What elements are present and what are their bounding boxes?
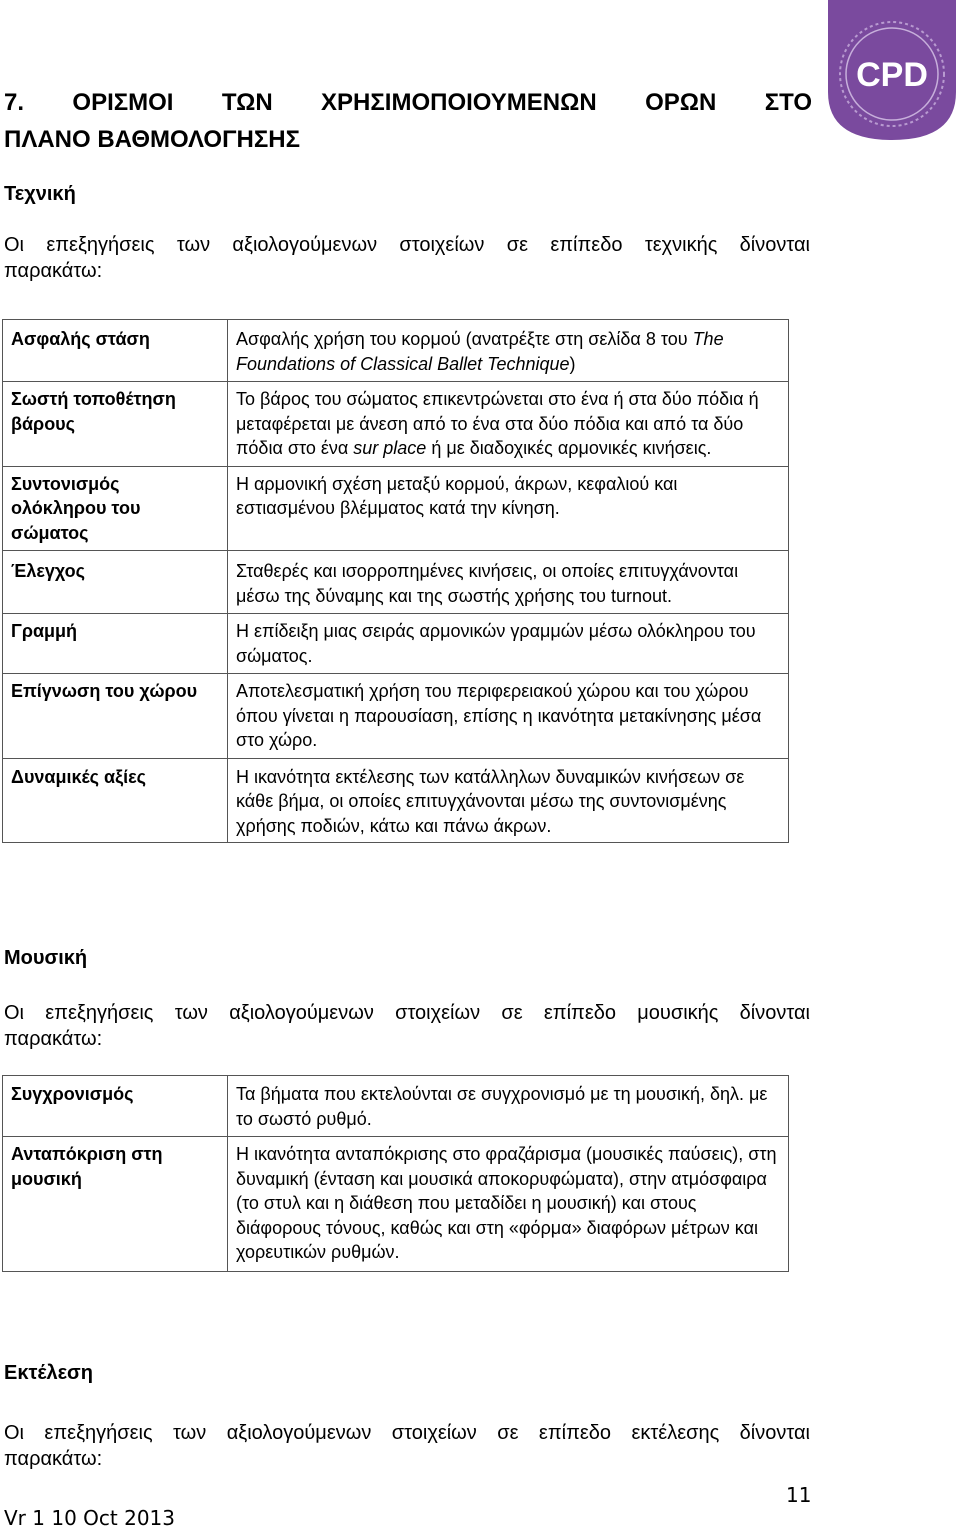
description-text: Το βάρος του σώματος επικεντρώνεται στο ένα ή στα δύο πόδια ή μεταφέρεται με άνεση από το ένα στα δύο πόδια και από τα δύο πόδια στο ένα	[236, 389, 759, 458]
intro-line: Οι επεξηγήσεις των αξιολογούμενων στοιχείων σε επίπεδο μουσικής δίνονται	[4, 1002, 810, 1024]
section-intro-technique	[4, 232, 810, 284]
description-cell	[228, 1137, 789, 1272]
description-cell	[228, 466, 789, 551]
section-intro-music	[4, 1000, 810, 1052]
table-row	[3, 674, 789, 759]
description-text: The Foundations of Classical Ballet Technique	[236, 329, 724, 374]
description-text: Τα βήματα που εκτελούνται σε συγχρονισμό με τη μουσική, δηλ. με το σωστό ρυθμό.	[236, 1084, 768, 1129]
description-text: Σταθερές και ισορροπημένες κινήσεις, οι οποίες επιτυγχάνονται μέσω της δύναμης και της σωστής χρήσης του turnout.	[236, 561, 739, 606]
term-cell: Συγχρονισμός	[3, 1076, 228, 1137]
description-cell	[228, 614, 789, 674]
table-row	[3, 758, 789, 843]
description-text: ή με διαδοχικές αρμονικές κινήσεις.	[426, 438, 712, 458]
term-cell: Έλεγχος	[3, 551, 228, 614]
table-row	[3, 551, 789, 614]
intro-line: Οι επεξηγήσεις των αξιολογούμενων στοιχείων σε επίπεδο τεχνικής δίνονται	[4, 234, 810, 256]
description-cell	[228, 674, 789, 759]
description-text: Αποτελεσματική χρήση του περιφερειακού χώρου και του χώρου όπου γίνεται η παρουσίαση, επίσης η ικανότητα μετακίνησης μέσα στο χώρο.	[236, 681, 762, 750]
description-cell	[228, 758, 789, 843]
term-cell: Συντονισμός ολόκληρου του σώματος	[3, 466, 228, 551]
page-number: 11	[786, 1483, 812, 1507]
table-row	[3, 1137, 789, 1272]
description-text: Η ικανότητα εκτέλεσης των κατάλληλων δυναμικών κινήσεων σε κάθε βήμα, οι οποίες επιτυγχάνονται μέσω της συντονισμένης χρήσης ποδιών, κάτω και πάνω άκρων.	[236, 766, 745, 836]
description-text: Ασφαλής χρήση του κορμού (ανατρέξτε στη σελίδα 8 του	[236, 329, 693, 349]
description-text: )	[569, 353, 576, 374]
section-intro-performance	[4, 1420, 810, 1472]
intro-line: Οι επεξηγήσεις των αξιολογούμενων στοιχείων σε επίπεδο εκτέλεσης δίνονται	[4, 1422, 810, 1444]
description-text: Η επίδειξη μιας σειράς αρμονικών γραμμών μέσω ολόκληρου του σώματος.	[236, 621, 756, 666]
description-text: Η ικανότητα ανταπόκρισης στο φραζάρισμα (μουσικές παύσεις), στη δυναμική (ένταση και μουσικά αποκορυφώματα), στην ατμόσφαιρα (το στυλ και η διάθεση που μεταδίδει η μουσική) και στους διάφορους τόνους, καθώς και στη «φόρμα» διαφόρων μέτρων και χορευτικών ρυθμών.	[236, 1144, 777, 1262]
description-cell	[228, 320, 789, 382]
technique-table	[2, 319, 789, 843]
description-text: Η αρμονική σχέση μεταξύ κορμού, άκρων, κεφαλιού και εστιασμένου βλέμματος κατά την κίνηση.	[236, 473, 678, 518]
table-row	[3, 614, 789, 674]
term-cell: Γραμμή	[3, 614, 228, 674]
table-row	[3, 466, 789, 551]
term-cell: Επίγνωση του χώρου	[3, 674, 228, 759]
music-table	[2, 1075, 789, 1272]
description-text: sur place	[353, 438, 427, 458]
table-row	[3, 1076, 789, 1137]
term-cell: Σωστή τοποθέτηση βάρους	[3, 382, 228, 467]
version-footer: Vr 1 10 Oct 2013	[4, 1506, 175, 1530]
page-heading-line2: ΠΛΑΝΟ ΒΑΘΜΟΛΟΓΗΣΗΣ	[4, 126, 300, 153]
cpd-badge-icon	[824, 0, 960, 142]
description-cell	[228, 382, 789, 467]
section-title-performance: Εκτέλεση	[4, 1362, 93, 1384]
page-heading-line1: 7. ΟΡΙΣΜΟΙ ΤΩΝ ΧΡΗΣΙΜΟΠΟΙΟΥΜΕΝΩΝ ΟΡΩΝ ΣΤΟ	[4, 89, 812, 116]
description-cell	[228, 1076, 789, 1137]
section-title-technique: Τεχνική	[4, 183, 76, 205]
section-title-music: Μουσική	[4, 947, 88, 969]
term-cell: Δυναμικές αξίες	[3, 758, 228, 843]
cpd-logo	[824, 0, 960, 142]
description-cell	[228, 551, 789, 614]
table-row	[3, 382, 789, 467]
cpd-logo-text: CPD	[856, 56, 928, 94]
intro-line: παρακάτω:	[4, 260, 103, 282]
intro-line: παρακάτω:	[4, 1448, 103, 1470]
term-cell: Ανταπόκριση στη μουσική	[3, 1137, 228, 1272]
table-row	[3, 320, 789, 382]
intro-line: παρακάτω:	[4, 1028, 103, 1050]
term-cell: Ασφαλής στάση	[3, 320, 228, 382]
